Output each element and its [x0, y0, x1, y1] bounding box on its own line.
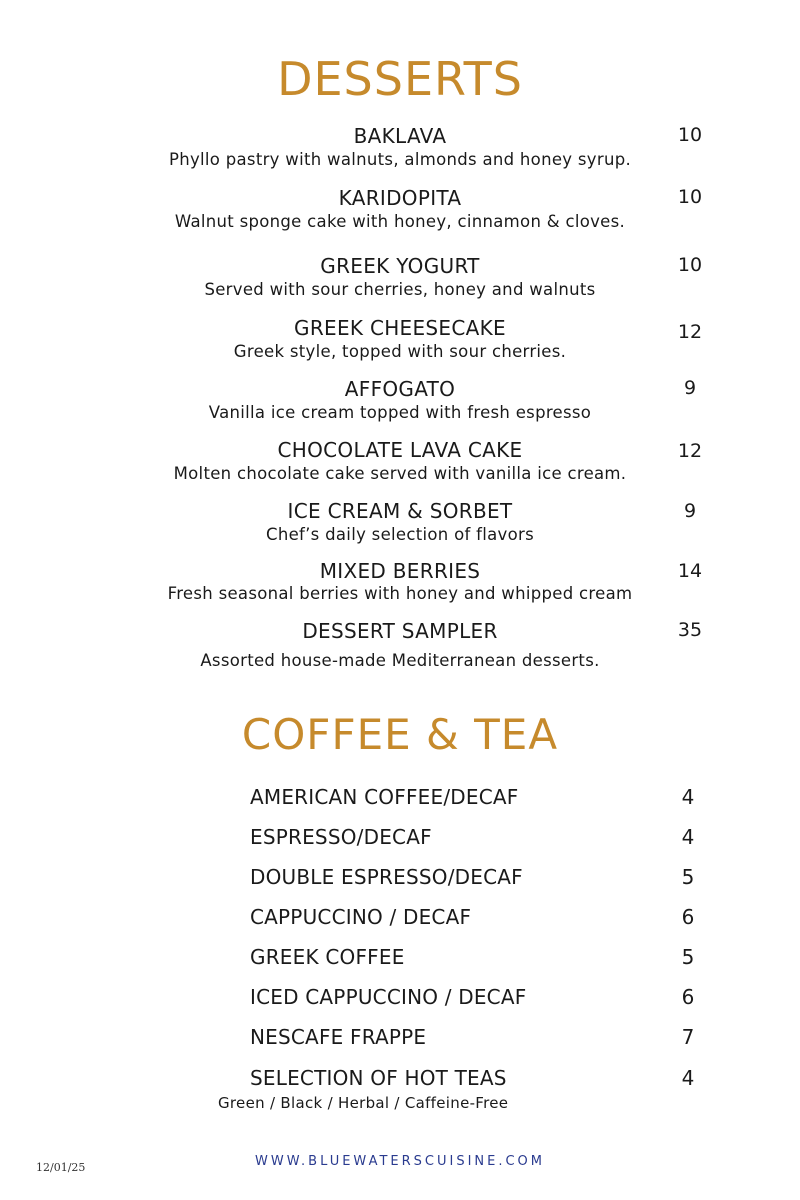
menu-item-price: 7	[681, 1025, 695, 1049]
menu-item-name: CHOCOLATE LAVA CAKE	[277, 438, 523, 462]
menu-item-name: SELECTION OF HOT TEAS	[250, 1066, 507, 1090]
menu-item-price: 10	[677, 124, 703, 146]
menu-item-price: 14	[677, 560, 703, 582]
menu-item-name: KARIDOPITA	[338, 186, 462, 210]
menu-item-name: GREEK COFFEE	[250, 945, 405, 969]
menu-item-price: 12	[677, 440, 703, 462]
menu-item-name: MIXED BERRIES	[319, 559, 481, 583]
menu-item-price: 5	[681, 865, 695, 889]
menu-item-price: 4	[681, 1066, 695, 1090]
menu-item-price: 9	[683, 377, 697, 399]
menu-item-description: Assorted house-made Mediterranean desserts.	[200, 651, 600, 670]
menu-item-price: 4	[681, 785, 695, 809]
menu-item-name: DESSERT SAMPLER	[302, 619, 498, 643]
menu-item-description: Greek style, topped with sour cherries.	[233, 342, 567, 361]
menu-item-price: 9	[683, 500, 697, 522]
tea-varieties-note: Green / Black / Herbal / Caffeine-Free	[218, 1094, 509, 1112]
website-link[interactable]: WWW.BLUEWATERSCUISINE.COM	[254, 1154, 546, 1169]
menu-item-description: Walnut sponge cake with honey, cinnamon & cloves.	[174, 212, 626, 231]
menu-item-name: AFFOGATO	[344, 377, 456, 401]
menu-date: 12/01/25	[36, 1161, 86, 1174]
menu-item-description: Fresh seasonal berries with honey and whipped cream	[167, 584, 633, 603]
menu-item-description: Vanilla ice cream topped with fresh espresso	[208, 403, 592, 422]
coffee-tea-heading: COFFEE & TEA	[241, 710, 559, 759]
menu-item-description: Phyllo pastry with walnuts, almonds and honey syrup.	[168, 150, 632, 169]
menu-item-price: 35	[677, 619, 703, 641]
menu-item-price: 6	[681, 985, 695, 1009]
menu-item-name: CAPPUCCINO / DECAF	[250, 905, 472, 929]
menu-item-name: ESPRESSO/DECAF	[250, 825, 432, 849]
menu-item-name: GREEK CHEESECAKE	[294, 316, 506, 340]
menu-item-price: 10	[677, 186, 703, 208]
menu-item-name: DOUBLE ESPRESSO/DECAF	[250, 865, 523, 889]
menu-item-name: BAKLAVA	[353, 124, 447, 148]
menu-item-name: NESCAFE FRAPPE	[250, 1025, 427, 1049]
menu-item-name: ICED CAPPUCCINO / DECAF	[250, 985, 527, 1009]
menu-item-price: 12	[677, 321, 703, 343]
menu-item-name: GREEK YOGURT	[320, 254, 480, 278]
menu-item-price: 5	[681, 945, 695, 969]
menu-item-price: 10	[677, 254, 703, 276]
menu-item-description: Molten chocolate cake served with vanilla ice cream.	[173, 464, 627, 483]
menu-item-name: AMERICAN COFFEE/DECAF	[250, 785, 519, 809]
menu-item-description: Served with sour cherries, honey and walnuts	[204, 280, 596, 299]
menu-item-price: 4	[681, 825, 695, 849]
menu-item-name: ICE CREAM & SORBET	[287, 499, 513, 523]
menu-item-description: Chef’s daily selection of flavors	[266, 525, 534, 544]
desserts-heading: DESSERTS	[277, 52, 523, 106]
menu-item-price: 6	[681, 905, 695, 929]
